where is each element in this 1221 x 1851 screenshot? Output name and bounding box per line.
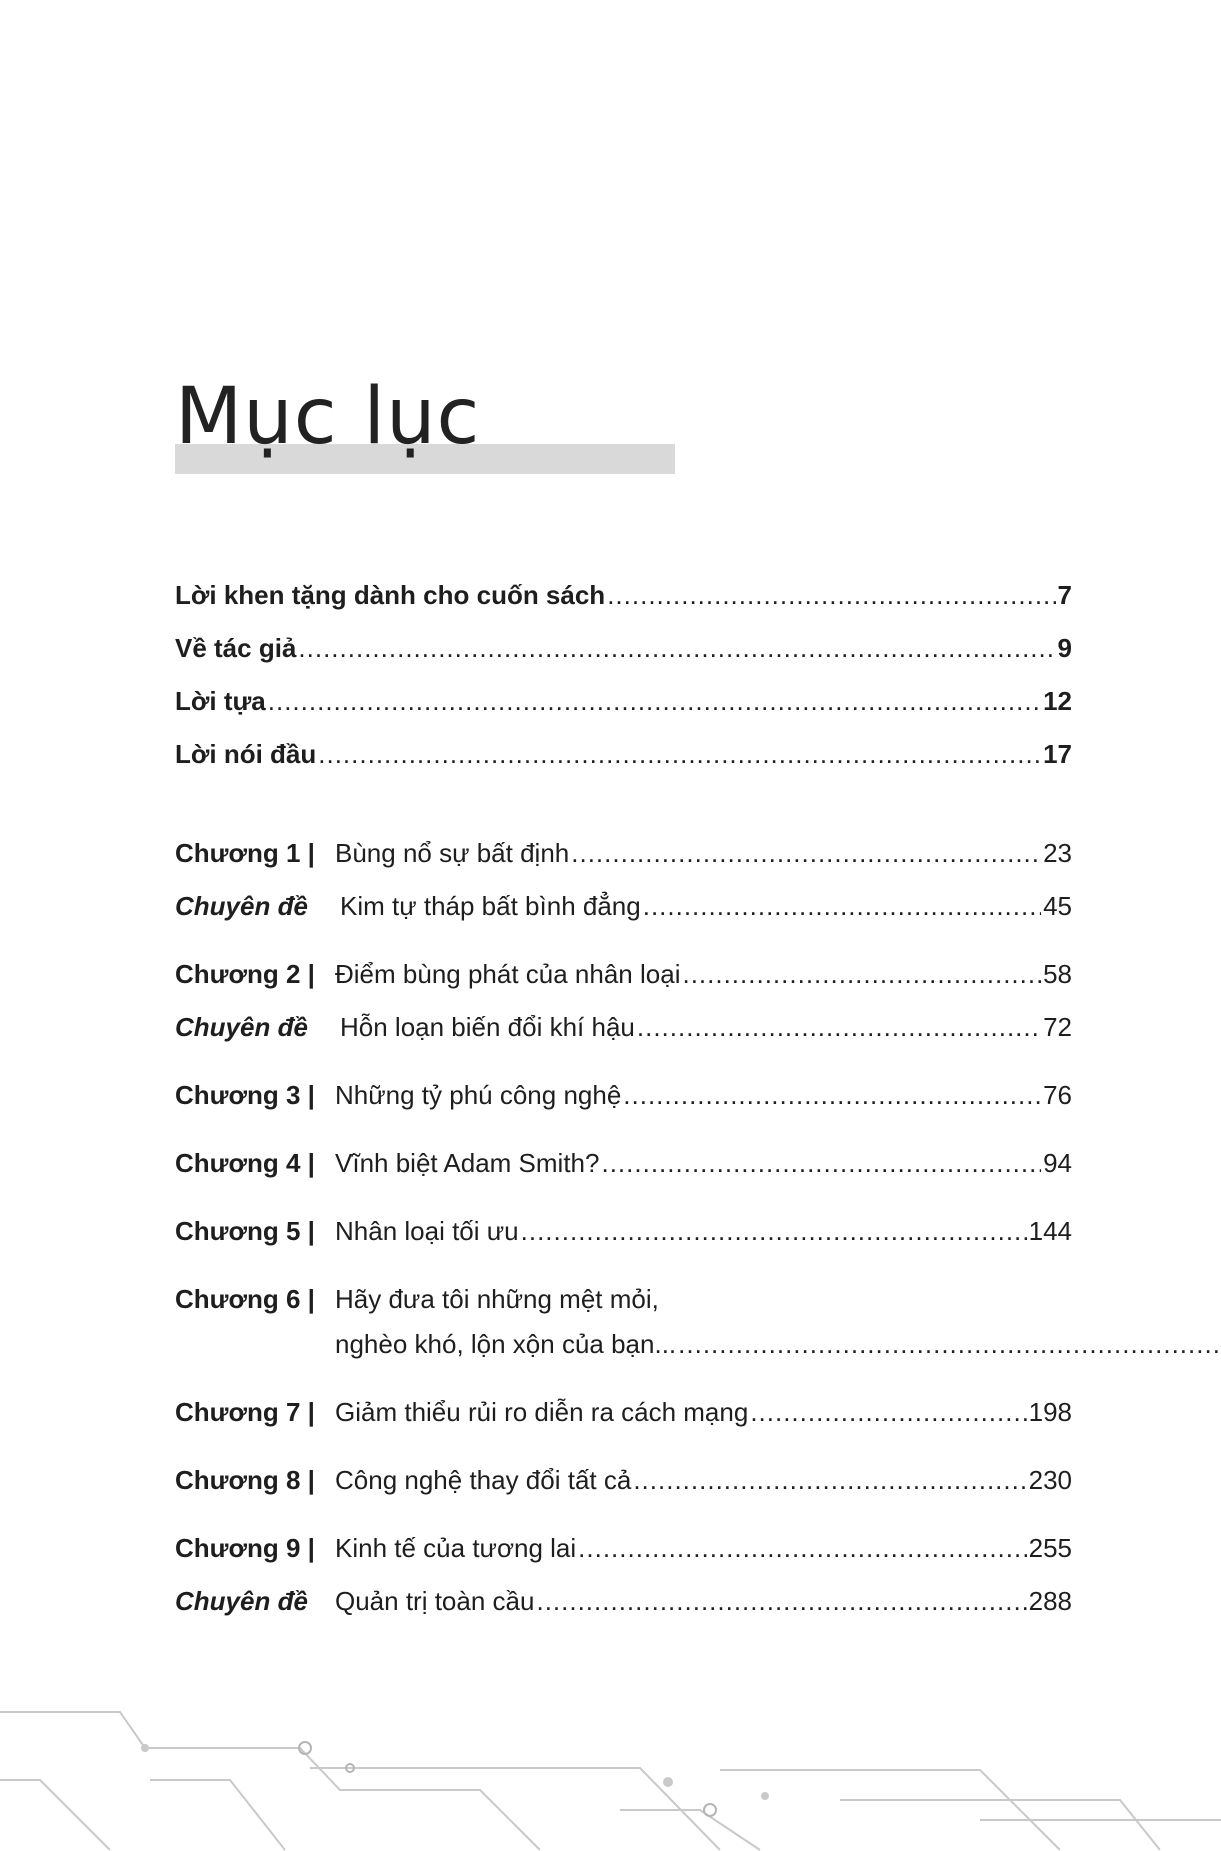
chapter-title: Bùng nổ sự bất định <box>335 838 570 868</box>
toc-entry-title: Lời tựa <box>175 686 266 716</box>
topic-title: Quản trị toàn cầu <box>335 1586 535 1616</box>
chapter-label: Chương 4 | <box>175 1148 315 1178</box>
dot-leader <box>643 891 1041 922</box>
chapter-label: Chương 9 | <box>175 1533 315 1563</box>
dot-leader <box>633 1465 1026 1496</box>
circuit-decoration <box>0 1690 1221 1851</box>
topic-label: Chuyên đề <box>175 1012 308 1042</box>
toc-entry-page: 9 <box>1057 633 1072 663</box>
dot-leader <box>678 1329 1221 1360</box>
topic-entry[interactable] <box>175 891 1072 959</box>
topic-title: Kim tự tháp bất bình đẳng <box>340 891 641 921</box>
chapter-label: Chương 1 | <box>175 838 315 868</box>
topic-label: Chuyên đề <box>175 891 308 921</box>
chapter-entry[interactable] <box>175 838 1072 891</box>
toc-entry[interactable] <box>175 739 1072 792</box>
chapter-page: 94 <box>1043 1148 1072 1178</box>
toc-entry[interactable] <box>175 686 1072 739</box>
topic-page: 45 <box>1043 891 1072 921</box>
chapter-title: Giảm thiểu rủi ro diễn ra cách mạng <box>335 1397 749 1427</box>
chapter-page: 144 <box>1028 1216 1072 1246</box>
chapter-entry[interactable] <box>175 1080 1072 1148</box>
toc-entry[interactable] <box>175 580 1072 633</box>
toc-entry-title: Về tác giả <box>175 633 297 663</box>
chapter-entry[interactable] <box>175 1284 1072 1397</box>
dot-leader <box>607 580 1055 611</box>
dot-leader <box>578 1533 1026 1564</box>
chapter-label: Chương 7 | <box>175 1397 315 1427</box>
dot-leader <box>571 838 1041 869</box>
chapter-title-line2: nghèo khó, lộn xộn của bạn... <box>335 1329 677 1359</box>
chapter-entry[interactable] <box>175 1216 1072 1284</box>
chapter-title-line1: Hãy đưa tôi những mệt mỏi, <box>335 1284 659 1314</box>
dot-leader <box>601 1148 1041 1179</box>
chapter-label: Chương 3 | <box>175 1080 315 1110</box>
topic-page: 72 <box>1043 1012 1072 1042</box>
chapter-page: 255 <box>1028 1533 1072 1563</box>
topic-entry[interactable] <box>175 1586 1072 1639</box>
chapter-title: Điểm bùng phát của nhân loại <box>335 959 681 989</box>
chapter-label: Chương 2 | <box>175 959 315 989</box>
front-matter-list <box>175 580 1072 792</box>
circuit-line <box>840 1800 1160 1850</box>
chapter-label: Chương 6 | <box>175 1284 315 1314</box>
dot-leader <box>637 1012 1041 1043</box>
chapter-label: Chương 8 | <box>175 1465 315 1495</box>
circuit-node <box>704 1804 716 1816</box>
toc-entry-page: 7 <box>1057 580 1072 610</box>
chapter-list <box>175 838 1072 1639</box>
chapter-entry[interactable] <box>175 959 1072 1012</box>
chapter-title: Vĩnh biệt Adam Smith? <box>335 1148 600 1178</box>
circuit-line <box>720 1770 1060 1850</box>
toc-entry[interactable] <box>175 633 1072 686</box>
topic-label: Chuyên đề <box>175 1586 308 1616</box>
chapter-page: 23 <box>1043 838 1072 868</box>
dot-leader <box>268 686 1041 717</box>
chapter-page: 230 <box>1028 1465 1072 1495</box>
circuit-node <box>761 1792 769 1800</box>
chapter-title: Những tỷ phú công nghệ <box>335 1080 622 1110</box>
topic-page: 288 <box>1028 1586 1072 1616</box>
chapter-title: Công nghệ thay đổi tất cả <box>335 1465 632 1495</box>
chapter-entry[interactable] <box>175 1148 1072 1216</box>
circuit-line <box>150 1780 285 1850</box>
toc-entry-page: 17 <box>1043 739 1072 769</box>
topic-title: Hỗn loạn biến đổi khí hậu <box>340 1012 635 1042</box>
toc-entry-page: 12 <box>1043 686 1072 716</box>
chapter-page: 58 <box>1043 959 1072 989</box>
dot-leader <box>750 1397 1026 1428</box>
toc-entry-title: Lời khen tặng dành cho cuốn sách <box>175 580 606 610</box>
dot-leader <box>521 1216 1027 1247</box>
chapter-entry[interactable] <box>175 1397 1072 1465</box>
page-title-block <box>175 372 675 482</box>
chapter-entry[interactable] <box>175 1465 1072 1533</box>
chapter-page: 198 <box>1028 1397 1072 1427</box>
dot-leader <box>682 959 1041 990</box>
chapter-label: Chương 5 | <box>175 1216 315 1246</box>
dot-leader <box>536 1586 1026 1617</box>
toc-entry-title: Lời nói đầu <box>175 739 317 769</box>
chapter-title: Nhân loại tối ưu <box>335 1216 519 1246</box>
chapter-entry[interactable] <box>175 1533 1072 1586</box>
dot-leader <box>623 1080 1041 1111</box>
circuit-node <box>141 1744 149 1752</box>
dot-leader <box>298 633 1055 664</box>
circuit-line <box>620 1810 760 1850</box>
circuit-node <box>663 1777 673 1787</box>
page-title: Mục lục <box>175 372 481 462</box>
chapter-title: Kinh tế của tương lai <box>335 1533 577 1563</box>
topic-entry[interactable] <box>175 1012 1072 1080</box>
circuit-line <box>0 1780 110 1850</box>
dot-leader <box>318 739 1041 770</box>
chapter-page: 76 <box>1043 1080 1072 1110</box>
